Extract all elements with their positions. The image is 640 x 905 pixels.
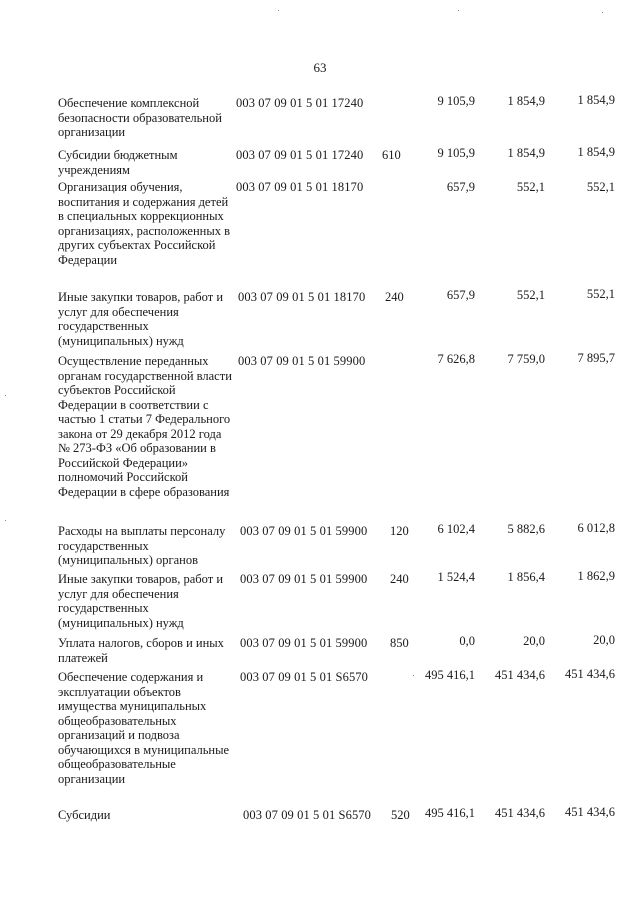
scan-speck [278, 10, 279, 11]
row-name: Организация обучения, воспитания и содержания детей в специальных коррекционных организациях, расположенных в других субъектах Российской Федерации [58, 180, 231, 267]
row-value-3: 552,1 [586, 180, 615, 194]
row-value-1: 6 102,4 [437, 522, 475, 536]
row-name: Субсидии [58, 808, 111, 822]
row-value-1: 657,9 [446, 288, 475, 302]
row-kvr: 850 [390, 636, 409, 650]
row-value-3: 1 854,9 [577, 145, 615, 159]
row-name: Расходы на выплаты персоналу государственных (муниципальных) органов [58, 524, 226, 567]
row-value-1: 495 416,1 [425, 668, 475, 682]
row-value-2: 5 882,6 [507, 522, 545, 536]
row-name: Обеспечение комплексной безопасности образовательной организации [58, 96, 222, 139]
row-code: 003 07 09 01 5 01 59900 [240, 524, 368, 538]
row-value-1: 657,9 [446, 180, 475, 194]
row-value-1: 0,0 [459, 634, 475, 648]
row-code: 003 07 09 01 5 01 18170 [236, 180, 364, 194]
row-code: 003 07 09 01 5 01 59900 [238, 354, 366, 368]
scan-speck [602, 12, 603, 13]
row-value-1: 9 105,9 [437, 94, 475, 108]
row-name: Уплата налогов, сборов и иных платежей [58, 636, 224, 665]
row-value-2: 451 434,6 [495, 806, 545, 820]
row-code: 003 07 09 01 5 01 59900 [240, 636, 368, 650]
row-value-3: 1 862,9 [577, 569, 615, 583]
row-value-2: 20,0 [523, 634, 545, 648]
row-kvr: 610 [382, 148, 401, 162]
row-kvr: 240 [385, 290, 404, 304]
row-value-2: 552,1 [516, 180, 545, 194]
row-name: Обеспечение содержания и эксплуатации объектов имущества муниципальных общеобразовательных организаций и подвоза обучающихся в муниципальные общеобразовательные организации [58, 670, 230, 786]
row-code: 003 07 09 01 5 01 S6570 [240, 670, 369, 684]
row-value-3: 6 012,8 [577, 521, 615, 535]
row-value-2: 7 759,0 [507, 352, 545, 366]
row-kvr: 520 [391, 808, 410, 822]
page-number: 63 [313, 60, 327, 75]
row-code: 003 07 09 01 5 01 17240 [236, 96, 364, 110]
row-value-1: 1 524,4 [437, 570, 475, 584]
scan-speck [413, 675, 414, 676]
scan-speck [5, 395, 6, 396]
row-value-2: 451 434,6 [495, 668, 545, 682]
row-name: Иные закупки товаров, работ и услуг для обеспечения государственных (муниципальных) нужд [58, 572, 224, 630]
row-value-2: 1 854,9 [507, 146, 545, 160]
row-value-3: 451 434,6 [565, 805, 615, 819]
row-code: 003 07 09 01 5 01 18170 [238, 290, 366, 304]
row-value-2: 552,1 [516, 288, 545, 302]
row-code: 003 07 09 01 5 01 S6570 [243, 808, 372, 822]
row-value-1: 7 626,8 [437, 352, 475, 366]
row-name: Субсидии бюджетным учреждениям [58, 148, 178, 177]
row-value-1: 9 105,9 [437, 146, 475, 160]
row-name: Иные закупки товаров, работ и услуг для обеспечения государственных (муниципальных) нужд [58, 290, 224, 348]
row-value-1: 495 416,1 [425, 806, 475, 820]
row-code: 003 07 09 01 5 01 59900 [240, 572, 368, 586]
row-value-3: 451 434,6 [565, 667, 615, 681]
scan-speck [458, 10, 459, 11]
row-code: 003 07 09 01 5 01 17240 [236, 148, 364, 162]
row-kvr: 240 [390, 572, 409, 586]
row-name: Осуществление переданных органам государственной власти субъектов Российской Федерации в соответствии с частью 1 статьи 7 Федерального закона от 29 декабря 2012 года № 273-ФЗ «Об образовании в Российской Федерации» полномочий Российской Федерации в сфере образования [58, 354, 232, 499]
row-value-2: 1 854,9 [507, 94, 545, 108]
row-value-2: 1 856,4 [507, 570, 545, 584]
row-value-3: 7 895,7 [577, 351, 615, 365]
row-value-3: 1 854,9 [577, 93, 615, 107]
scan-speck [5, 520, 6, 521]
row-value-3: 552,1 [586, 287, 615, 301]
row-value-3: 20,0 [593, 633, 615, 647]
row-kvr: 120 [390, 524, 409, 538]
